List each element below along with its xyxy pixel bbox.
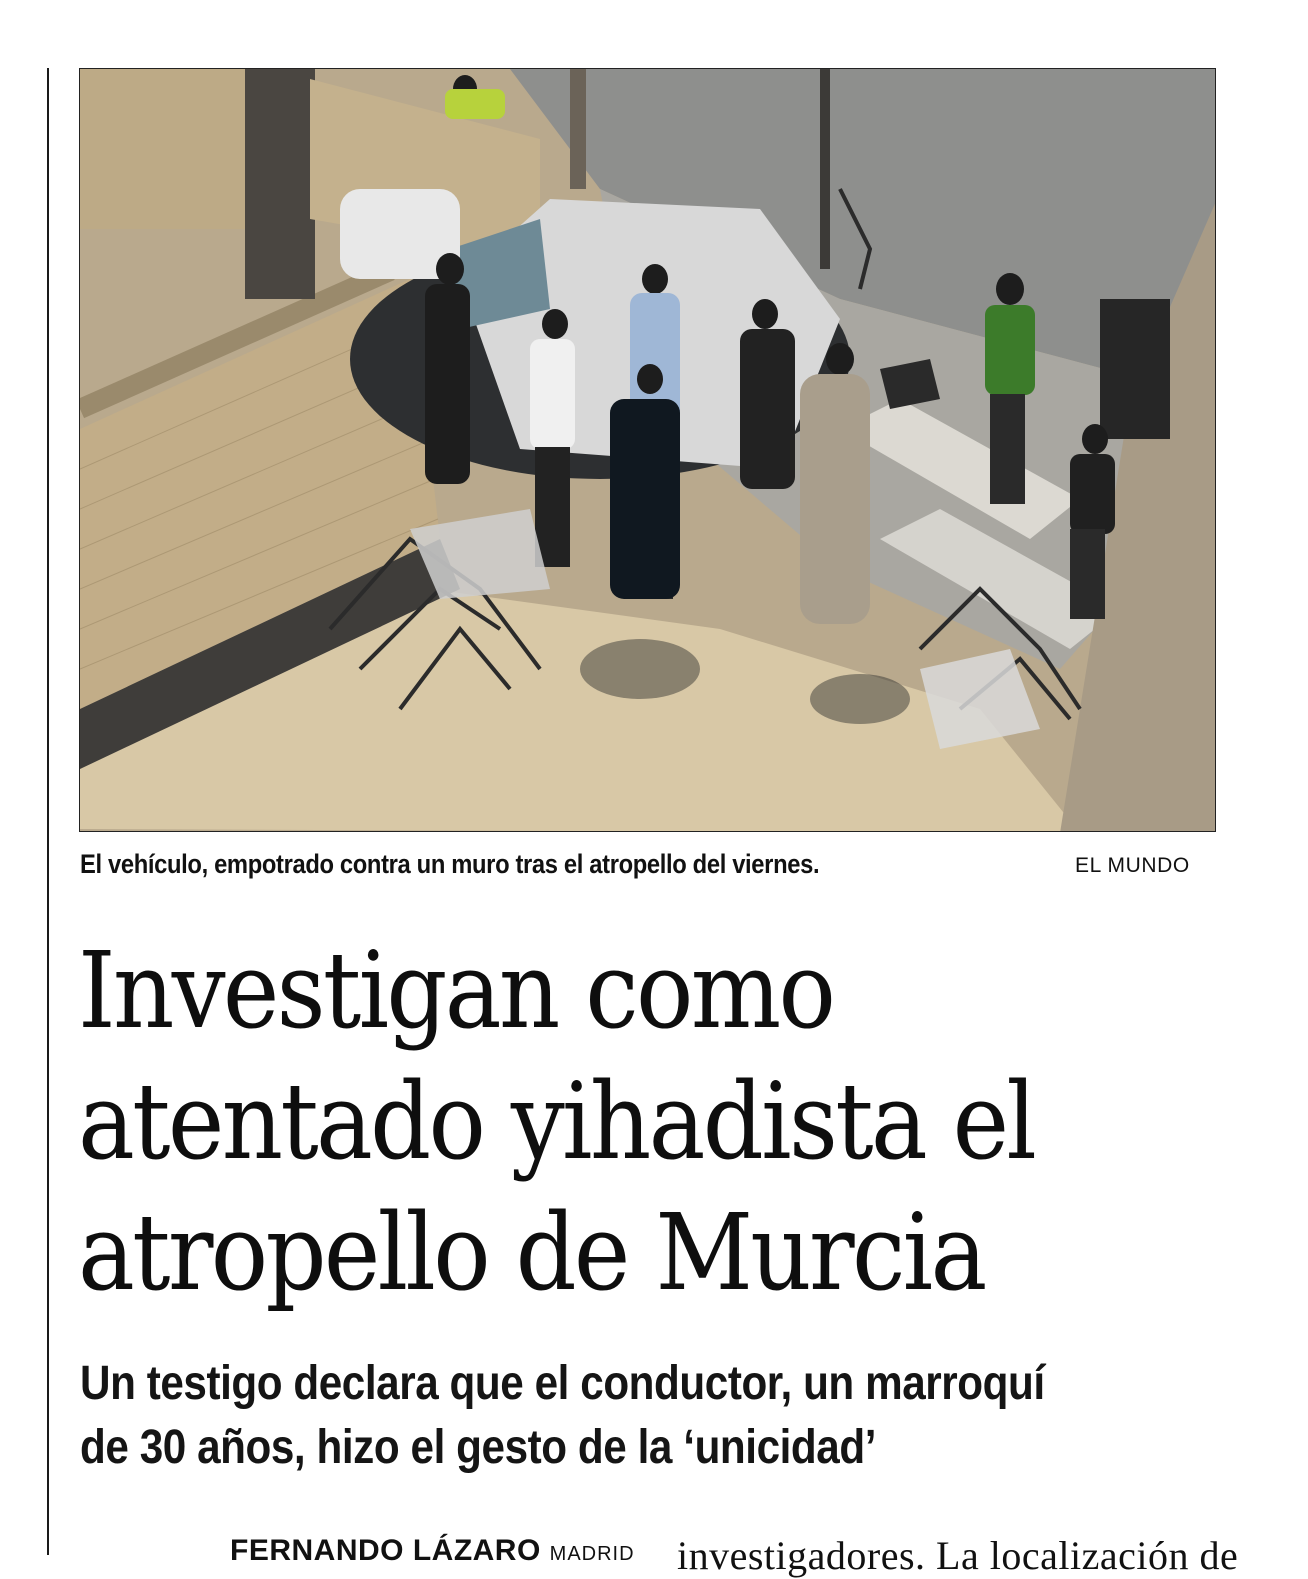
photo-credit: EL MUNDO: [1075, 854, 1190, 877]
photo-accident-scene-icon: [80, 69, 1216, 832]
subheadline: [80, 1352, 1162, 1480]
headline: [78, 925, 1158, 1318]
headline-line-3: atropello de Murcia: [78, 1191, 985, 1314]
subhead-line-2: de 30 años, hizo el gesto de la ‘unicidad’: [80, 1421, 877, 1474]
caption-text: El vehículo, empotrado contra un muro tras el atropello del viernes.: [80, 849, 820, 879]
news-photo: [79, 68, 1216, 832]
byline-author: FERNANDO LÁZARO: [230, 1534, 541, 1567]
byline-row: [230, 1533, 1239, 1578]
subhead-line-1: Un testigo declara que el conductor, un marroquí: [80, 1357, 1045, 1410]
headline-line-2: atentado yihadista el: [78, 1060, 1035, 1183]
photo-caption: [80, 846, 1220, 882]
column-rule: [47, 68, 49, 1555]
byline-place: MADRID: [549, 1543, 635, 1565]
byline: [230, 1534, 635, 1568]
body-text-start: investigadores. La localización de: [677, 1533, 1239, 1578]
headline-line-1: Investigan como: [78, 929, 834, 1052]
